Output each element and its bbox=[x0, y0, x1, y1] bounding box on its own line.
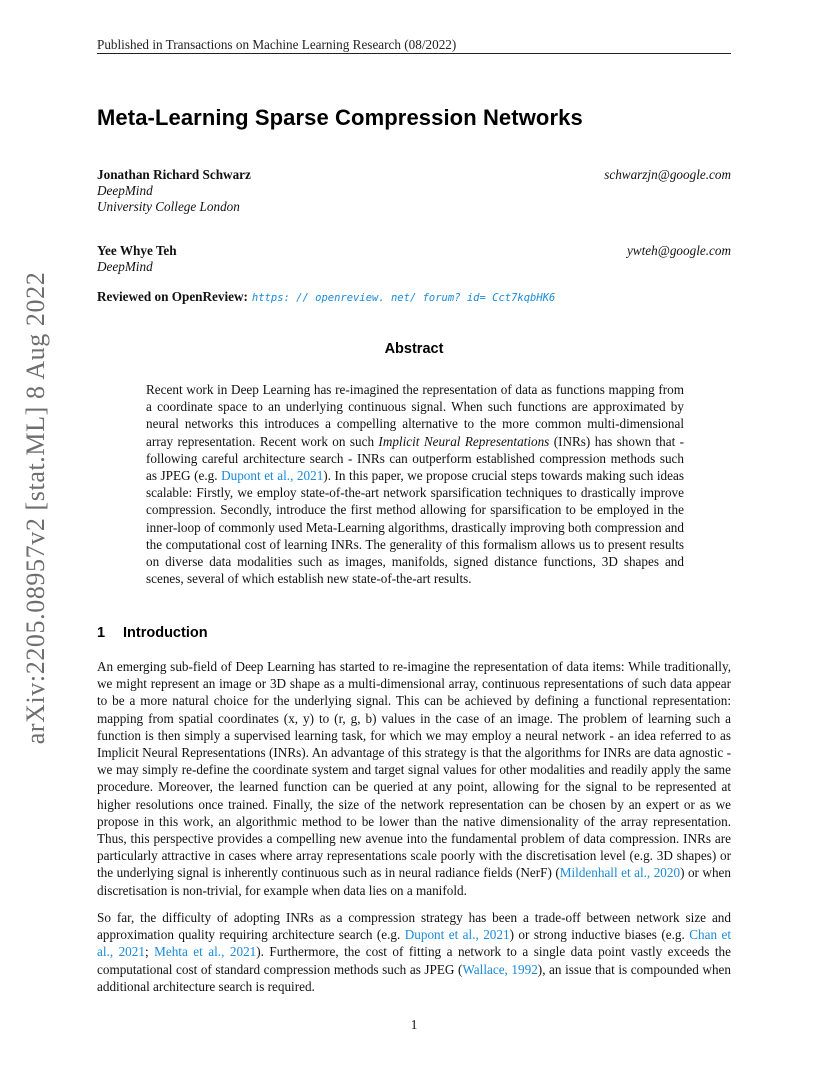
paragraph-text: ; bbox=[144, 944, 155, 960]
paragraph-text: ) or strong inductive biases (e.g. bbox=[509, 927, 690, 943]
citation-link[interactable]: Dupont et al., 2021 bbox=[221, 468, 324, 484]
author-affiliation: DeepMind bbox=[97, 183, 153, 198]
paragraph-text: So far, the difficulty of adopting INRs as a compression strategy has been a trade-off between network size and approximation quality requiring architecture search (e.g. bbox=[97, 910, 731, 943]
section-number: 1 bbox=[97, 625, 106, 641]
author-name: Yee Whye Teh bbox=[97, 243, 177, 258]
header-rule bbox=[97, 53, 731, 54]
citation-link[interactable]: Mildenhall et al., 2020 bbox=[559, 865, 681, 881]
abstract-emphasis: Implicit Neural Representations bbox=[378, 433, 550, 449]
intro-paragraph-2 bbox=[97, 909, 731, 995]
author-affiliation: DeepMind bbox=[97, 259, 153, 274]
paper-title: Meta-Learning Sparse Compression Networks bbox=[97, 105, 583, 130]
paragraph-text: ) or when discretisation is non-trivial, for example when data lies on a manifold. bbox=[97, 865, 732, 898]
citation-link[interactable]: Mehta et al., 2021 bbox=[154, 944, 257, 960]
author-block bbox=[97, 167, 731, 215]
author-email[interactable]: ywteh@google.com bbox=[626, 243, 731, 258]
citation-link[interactable]: Wallace, 1992 bbox=[462, 961, 538, 977]
author-block bbox=[97, 243, 731, 275]
section-heading bbox=[97, 625, 208, 641]
abstract-heading: Abstract bbox=[384, 341, 444, 357]
abstract-text: (INRs) has shown that - following careful architecture search - INRs can outperform established compression methods such as JPEG (e.g. bbox=[146, 433, 685, 484]
paragraph-text: An emerging sub-field of Deep Learning has started to re-imagine the representation of data items: While traditionally, we might represent an image or 3D shape as a multi-dimensional array, continuous representations of such data appear to be a more natural choice for the underlying signal. This can be achieved by defining a functional representation: mapping from spatial coordinates (x, y) to (r, g, b) values in the case of an image. The problem of learning such a function is then simply a supervised learning task, for which we may employ a neural network - an idea referred to as Implicit Neural Representations (INRs). An advantage of this strategy is that the algorithms for INRs are data agnostic - we may simply re-define the coordinate system and target signal values for other modalities and readily apply the same procedure. Moreover, the learned function can be queried at any point, allowing for the signal to be represented at higher resolutions once trained. Finally, the size of the network representation can be chosen by an expert or as we propose in this work, an algorithmic method to be lower than the native dimensionality of the array representation. Thus, this perspective provides a compelling new avenue into the fundamental problem of data compression. INRs are particularly attractive in cases where array representations scale poorly with the discretisation level (e.g. 3D shapes) or the underlying signal is inherently continuous such as in neural radiance fields (NerF) ( bbox=[97, 659, 731, 881]
review-label: Reviewed on OpenReview: bbox=[97, 289, 248, 304]
author-email[interactable]: schwarzjn@google.com bbox=[604, 167, 731, 182]
running-header: Published in Transactions on Machine Learning Research (08/2022) bbox=[97, 37, 457, 52]
intro-paragraph-1 bbox=[97, 658, 731, 899]
citation-link[interactable]: Chan et al., 2021 bbox=[97, 927, 731, 960]
paragraph-text: ), an issue that is compounded when additional architecture search is required. bbox=[97, 961, 731, 994]
review-line bbox=[97, 289, 555, 305]
abstract-text: ). In this paper, we propose crucial steps towards making such ideas scalable: Firstly, we employ state-of-the-art network sparsification techniques to drastically improve compression. Secondly, introduce the first method allowing for sparsification to be employed in the inner-loop of commonly used Meta-Learning algorithms, drastically improving both compression and the computational cost of learning INRs. The generality of this formalism allows us to present results on diverse data modalities such as images, manifolds, signed distance functions, 3D shapes and scenes, several of which establish new state-of-the-art results. bbox=[146, 468, 684, 587]
page-number: 1 bbox=[410, 1017, 418, 1032]
arxiv-stamp-text: arXiv:2205.08957v2 [stat.ML] 8 Aug 2022 bbox=[21, 271, 50, 745]
citation-link[interactable]: Dupont et al., 2021 bbox=[404, 927, 510, 943]
openreview-link[interactable]: https: // openreview. net/ forum? id= Cct7kqbHK6 bbox=[251, 292, 556, 304]
author-affiliation: University College London bbox=[97, 199, 240, 214]
abstract-body bbox=[146, 381, 684, 587]
section-title: Introduction bbox=[123, 625, 208, 641]
paragraph-text: ). Furthermore, the cost of fitting a network to a single data point vastly exceeds the computational cost of standard compression methods such as JPEG ( bbox=[97, 944, 731, 977]
author-name: Jonathan Richard Schwarz bbox=[97, 167, 251, 182]
abstract-text: Recent work in Deep Learning has re-imagined the representation of data as functions mapping from a coordinate space to an underlying continuous signal. When such functions are approximated by neural networks this introduces a compelling alternative to the more common multi-dimensional array representation. Recent work on such bbox=[146, 382, 684, 449]
